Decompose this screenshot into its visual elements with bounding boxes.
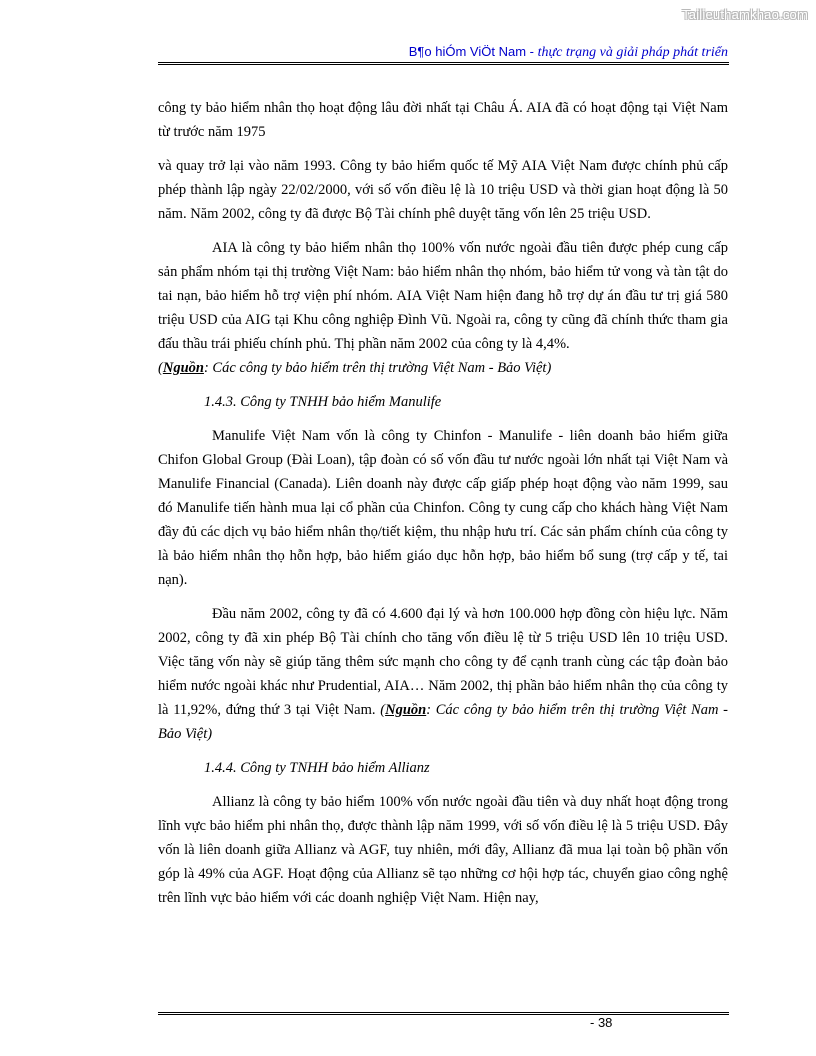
footer-rule bbox=[158, 1012, 729, 1015]
section-heading-144: 1.4.4. Công ty TNHH bảo hiểm Allianz bbox=[204, 760, 430, 776]
running-header bbox=[158, 44, 728, 61]
page-number: - 38 bbox=[590, 1015, 613, 1030]
paragraph-6: Allianz là công ty bảo hiểm 100% vốn nước ngoài đầu tiên và duy nhất hoạt động trong lĩnh vực bảo hiểm phi nhân thọ, được thành lập năm 1999, với số vốn điều lệ là 5 triệu USD. Đây vốn là liên doanh giữa Allianz và AGF, tuy nhiên, mới đây, Allianz đã mua lại toàn bộ phần vốn góp là 49% của AGF. Hoạt động của Allianz sẽ tạo những cơ hội hợp tác, chuyển giao công nghệ trên lĩnh vực bảo hiểm với các doanh nghiệp Việt Nam. Hiện nay, bbox=[158, 794, 728, 906]
paragraph-2: và quay trở lại vào năm 1993. Công ty bảo hiểm quốc tế Mỹ AIA Việt Nam được chính phủ cấp phép thành lập ngày 22/02/2000, với số vốn điều lệ là 10 triệu USD và thời gian hoạt động là 50 năm. Năm 2002, công ty đã được Bộ Tài chính phê duyệt tăng vốn lên 25 triệu USD. bbox=[158, 158, 728, 222]
header-subtitle: thực trạng và giải pháp phát triển bbox=[537, 45, 728, 60]
paragraph-3 bbox=[158, 236, 728, 380]
paragraph-4: Manulife Việt Nam vốn là công ty Chinfon - Manulife - liên doanh bảo hiểm giữa Chifon Global Group (Đài Loan), tập đoàn có số vốn đầu tư nước ngoài lớn nhất tại Việt Nam và Manulife Financial (Canada). Liên doanh này được cấp giấp phép hoạt động vào năm 1999, sau đó Manulife tiến hành mua lại cổ phần của Chinfon. Công ty cung cấp cho khách hàng Việt Nam đầy đủ các dịch vụ bảo hiểm nhân thọ/tiết kiệm, thu nhập hưu trí. Các sản phẩm chính của công ty là bảo hiểm nhân thọ hỗn hợp, bảo hiểm giáo dục hỗn hợp, bảo hiểm bổ sung (trợ cấp y tế, tai nạn). bbox=[158, 428, 728, 588]
paragraph-1: công ty bảo hiểm nhân thọ hoạt động lâu đời nhất tại Châu Á. AIA đã có hoạt động tại Việt Nam từ trước năm 1975 bbox=[158, 100, 728, 140]
source-note-1 bbox=[158, 360, 551, 376]
paragraph-3-text: AIA là công ty bảo hiểm nhân thọ 100% vốn nước ngoài đầu tiên được phép cung cấp sản phẩm nhóm tại thị trường Việt Nam: bảo hiểm nhân thọ nhóm, bảo hiểm tử vong và tàn tật do tai nạn, bảo hiểm hỗ trợ viện phí nhóm. AIA Việt Nam hiện đang hỗ trợ dự án đầu tư trị giá 580 triệu USD của AIG tại Khu công nghiệp Đình Vũ. Ngoài ra, công ty cũng đã chính thức tham gia đấu thầu trái phiếu chính phủ. Thị phần năm 2002 của công ty là 4,4%. bbox=[158, 240, 728, 352]
watermark: Tailieuthamkhao.com bbox=[682, 7, 808, 22]
paragraph-5 bbox=[158, 602, 728, 746]
source-text: : Các công ty bảo hiểm trên thị trường Việt Nam - Bảo Việt) bbox=[158, 702, 729, 742]
source-open: ( bbox=[380, 702, 386, 718]
source-label: Nguồn bbox=[385, 702, 427, 718]
header-rule bbox=[158, 62, 729, 65]
header-title: B¶o hiÓm ViÖt Nam - bbox=[408, 44, 538, 59]
paragraph-5-text: Đầu năm 2002, công ty đã có 4.600 đại lý và hơn 100.000 hợp đồng còn hiệu lực. Năm 2002, công ty đã xin phép Bộ Tài chính cho tăng vốn điều lệ từ 5 triệu USD lên 10 triệu USD. Việc tăng vốn này sẽ giúp tăng thêm sức mạnh cho công ty để cạnh tranh cùng các tập đoàn bảo hiểm nước ngoài khác như Prudential, AIA… Năm 2002, thị phần bảo hiểm nhân thọ của công ty là 11,92%, đứng thứ 3 tại Việt Nam. bbox=[158, 606, 728, 718]
source-open: ( bbox=[158, 360, 163, 376]
section-heading-143: 1.4.3. Công ty TNHH bảo hiểm Manulife bbox=[204, 394, 442, 410]
page-body bbox=[158, 96, 728, 920]
source-text: : Các công ty bảo hiểm trên thị trường Việt Nam - Bảo Việt) bbox=[203, 360, 552, 376]
source-label: Nguồn bbox=[162, 360, 204, 376]
